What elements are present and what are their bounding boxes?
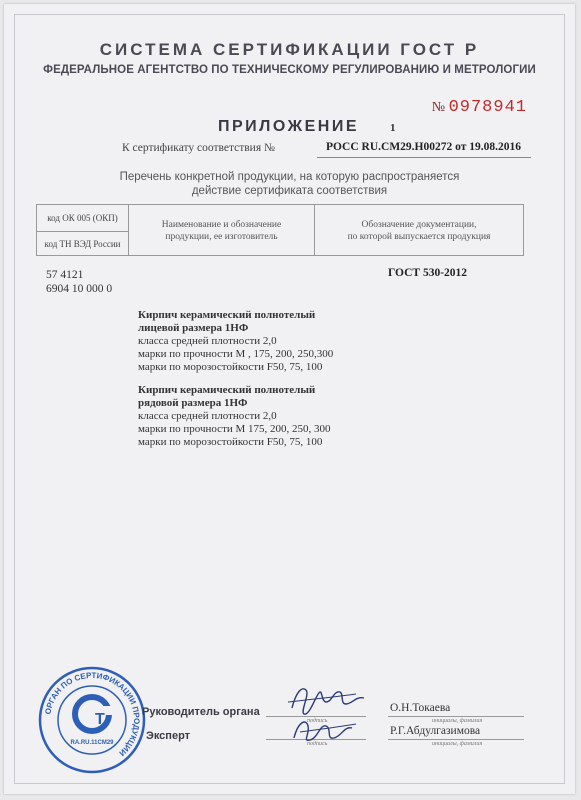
okp-code-label: код ОК 005 (ОКП) (47, 213, 118, 223)
product-header-line-2: продукции, ее изготовитель (165, 232, 278, 242)
head-signature-label: Руководитель органа (142, 706, 260, 718)
code-divider (37, 231, 128, 232)
seal-code: RA.RU.11CM29 (70, 740, 114, 746)
standard-reference: ГОСТ 530-2012 (388, 267, 468, 279)
doc-header-line-1: Обозначение документации, (361, 220, 477, 230)
product-codes (46, 268, 112, 296)
certification-seal-icon (36, 664, 148, 776)
serial-number (432, 98, 527, 117)
tnved-code-label: код ТН ВЭД России (44, 239, 121, 249)
product-name-line-1: Кирпич керамический полнотелый (138, 309, 316, 321)
product-frost: марки по морозостойкости F50, 75, 100 (138, 436, 323, 448)
certificate-id: РОСС RU.CM29.H00272 (326, 141, 453, 153)
annex-title: ПРИЛОЖЕНИЕ (218, 118, 359, 135)
product-strength: марки по прочности М , 175, 200, 250,300 (138, 348, 334, 360)
seal-text: ОРГАН ПО СЕРТИФИКАЦИИ ПРОДУКЦИИ (43, 670, 142, 758)
product-entry (138, 384, 331, 449)
expert-signature-icon (286, 714, 366, 748)
head-signature-icon (286, 682, 372, 718)
expert-name: Р.Г.Абдулгазимова (390, 725, 481, 737)
certificate-number (326, 141, 521, 153)
svg-text:T: T (95, 711, 105, 728)
table-header (36, 204, 524, 256)
product-density: класса средней плотности 2,0 (138, 335, 277, 347)
okp-code: 57 4121 (46, 269, 84, 281)
product-name-line-2: лицевой размера 1НФ (138, 322, 249, 334)
head-name: О.Н.Токаева (390, 702, 451, 714)
product-density: класса средней плотности 2,0 (138, 410, 277, 422)
product-strength: марки по прочности М 175, 200, 250, 300 (138, 423, 331, 435)
serial-value: 0978941 (448, 98, 527, 117)
certificate-date: от 19.08.2016 (455, 141, 521, 153)
head-name-line (388, 716, 524, 717)
tnved-code: 6904 10 000 0 (46, 283, 113, 295)
documentation-column-header (315, 205, 523, 255)
head-sign-caption: подпись (307, 718, 328, 724)
expert-signature-label: Эксперт (146, 730, 191, 742)
caption-line-2: действие сертификата соответствия (191, 185, 388, 197)
product-header-line-1: Наименование и обозначение (161, 220, 282, 230)
agency-name: ФЕДЕРАЛЬНОЕ АГЕНТСТВО ПО ТЕХНИЧЕСКОМУ РЕГУЛИРОВАНИЮ И МЕТРОЛОГИИ (43, 64, 536, 76)
annex-number: 1 (390, 122, 396, 134)
product-name-column-header (129, 205, 315, 255)
certificate-underline (317, 157, 531, 158)
code-column-header (37, 205, 129, 255)
product-name-line-2: рядовой размера 1НФ (138, 397, 248, 409)
expert-name-caption: инициалы, фамилия (432, 741, 483, 747)
product-list-caption (4, 170, 575, 198)
product-entry (138, 309, 333, 374)
system-title: СИСТЕМА СЕРТИФИКАЦИИ ГОСТ Р (99, 40, 480, 59)
caption-line-1: Перечень конкретной продукции, на которую распространяется (119, 171, 460, 183)
doc-header-line-2: по которой выпускается продукция (347, 232, 491, 242)
product-frost: марки по морозостойкости F50, 75, 100 (138, 361, 323, 373)
expert-name-line (388, 739, 524, 740)
serial-prefix: № (431, 100, 446, 115)
head-name-caption: инициалы, фамилия (432, 718, 483, 724)
expert-sign-caption: подпись (307, 741, 328, 747)
certificate-annex-page (4, 4, 575, 794)
certificate-reference-label: К сертификату соответствия № (122, 142, 275, 154)
product-name-line-1: Кирпич керамический полнотелый (138, 384, 316, 396)
